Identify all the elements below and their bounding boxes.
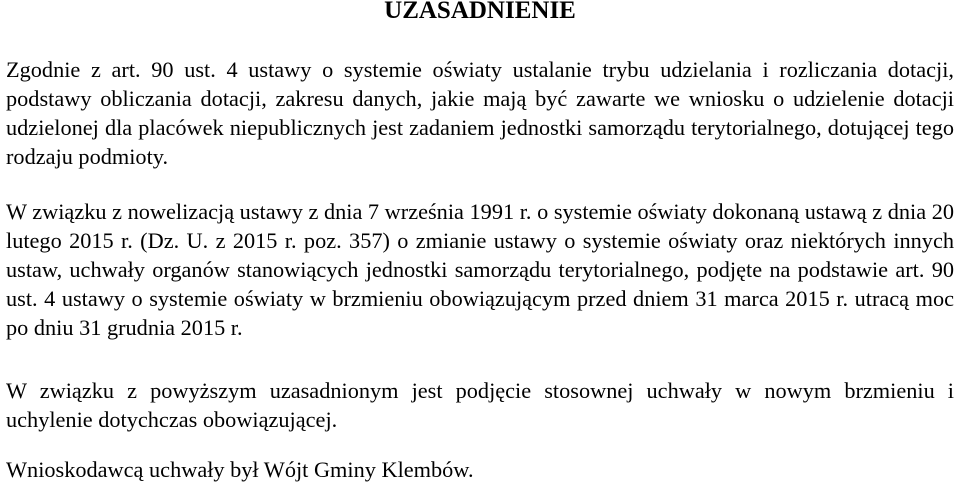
document-title: UZASADNIENIE	[384, 0, 576, 24]
paragraph-legal-basis: Zgodnie z art. 90 ust. 4 ustawy o systemie oświaty ustalanie trybu udzielania i rozliczania dotacji, podstawy obliczania dotacji, zakresu danych, jakie mają być zawarte we wniosku o udzielenie dotacji udzielonej dla placówek niepublicznych jest zadaniem jednostki samorządu terytorialnego, dotującej tego rodzaju podmioty.	[6, 57, 954, 169]
paragraph-amendment: W związku z nowelizacją ustawy z dnia 7 września 1991 r. o systemie oświaty dokonaną ustawą z dnia 20 lutego 2015 r. (Dz. U. z 2015 r. poz. 357) o zmianie ustawy o systemie oświaty oraz niektórych innych ustaw, uchwały organów stanowiących jednostki samorządu terytorialnego, podjęte na podstawie art. 90 ust. 4 ustawy o systemie oświaty w brzmieniu obowiązującym przed dniem 31 marca 2015 r. utracą moc po dniu 31 grudnia 2015 r.	[6, 199, 954, 340]
paragraph-applicant: Wnioskodawcą uchwały był Wójt Gminy Klembów.	[6, 457, 474, 482]
paragraph-conclusion: W związku z powyższym uzasadnionym jest podjęcie stosownej uchwały w nowym brzmieniu i uchylenie dotychczas obowiązującej.	[6, 378, 954, 432]
